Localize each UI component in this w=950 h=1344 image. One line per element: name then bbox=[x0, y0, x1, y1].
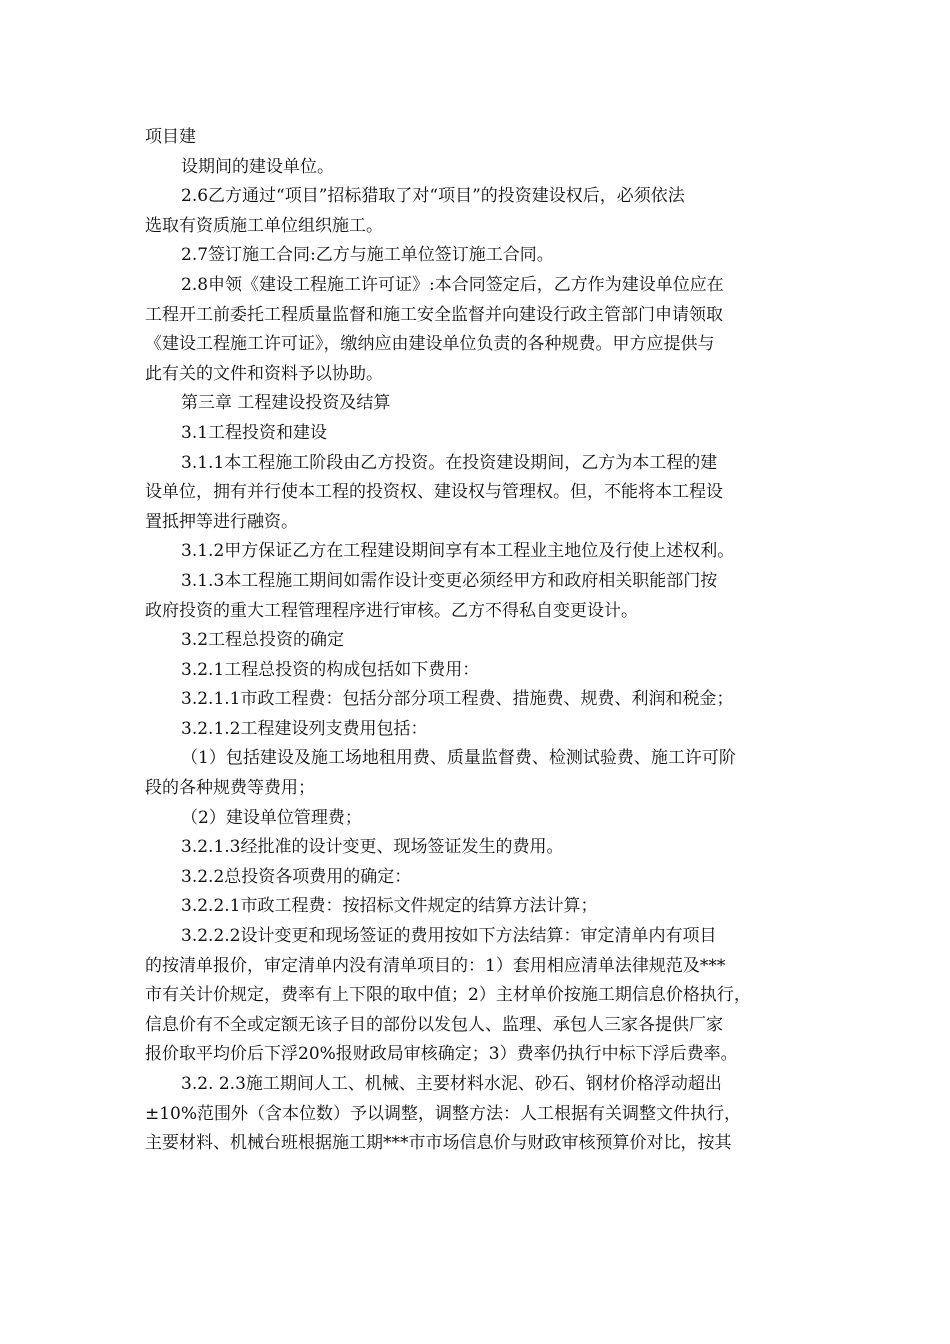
document-body bbox=[145, 123, 810, 1159]
text-line: 3.1.3本工程施工期间如需作设计变更必须经甲方和政府相关职能部门按 bbox=[181, 570, 718, 591]
section-heading: 3.1工程投资和建设 bbox=[181, 422, 328, 443]
text-line: 报价取平均价后下浮20%报财政局审核确定；3）费率仍执行中标下浮后费率。 bbox=[145, 1044, 738, 1065]
text-line: 段的各种规费等费用； bbox=[145, 778, 315, 799]
text-line: 政府投资的重大工程管理程序进行审核。乙方不得私自变更设计。 bbox=[145, 600, 638, 621]
text-line: 市有关计价规定，费率有上下限的取中值；2）主材单价按施工期信息价格执行， bbox=[145, 985, 751, 1006]
text-line: 3.2.1.1市政工程费：包括分部分项工程费、措施费、规费、利润和税金； bbox=[181, 689, 734, 710]
text-line: 设单位，拥有并行使本工程的投资权、建设权与管理权。但，不能将本工程设 bbox=[145, 482, 723, 503]
text-line: 《建设工程施工许可证》，缴纳应由建设单位负责的各种规费。甲方应提供与 bbox=[145, 334, 715, 355]
text-line: 2.6乙方通过“项目”招标猎取了对“项目”的投资建设权后，必须依法 bbox=[181, 186, 685, 207]
text-line: 设期间的建设单位。 bbox=[181, 156, 334, 177]
text-line: 3.2. 2.3施工期间人工、机械、主要材料水泥、砂石、钢材价格浮动超出 bbox=[181, 1074, 722, 1094]
text-line: 的按清单报价，审定清单内没有清单项目的：1）套用相应清单法律规范及*** bbox=[145, 955, 726, 976]
text-line: 2.8申领《建设工程施工许可证》:本合同签定后，乙方作为建设单位应在 bbox=[181, 274, 724, 295]
text-line: 3.1.1本工程施工阶段由乙方投资。在投资建设期间，乙方为本工程的建 bbox=[181, 452, 718, 473]
text-line: 工程开工前委托工程质量监督和施工安全监督并向建设行政主管部门申请领取 bbox=[145, 304, 723, 325]
text-line: 3.2.1工程总投资的构成包括如下费用： bbox=[181, 659, 480, 680]
text-line: 3.2.1.2工程建设列支费用包括： bbox=[181, 718, 428, 739]
text-line: 此有关的文件和资料予以协助。 bbox=[145, 363, 383, 384]
text-line: ±10%范围外（含本位数）予以调整，调整方法：人工根据有关调整文件执行， bbox=[145, 1103, 742, 1124]
text-line: 主要材料、机械台班根据施工期***市市场信息价与财政审核预算价对比，按其 bbox=[145, 1133, 732, 1154]
chapter-heading: 第三章 工程建设投资及结算 bbox=[181, 393, 391, 414]
text-line: （1）包括建设及施工场地租用费、质量监督费、检测试验费、施工许可阶 bbox=[181, 748, 736, 769]
section-heading: 3.2工程总投资的确定 bbox=[181, 630, 345, 651]
text-line: 3.2.2总投资各项费用的确定： bbox=[181, 866, 412, 887]
text-line: 置抵押等进行融资。 bbox=[145, 511, 298, 532]
text-line: 3.2.1.3经批准的设计变更、现场签证发生的费用。 bbox=[181, 837, 564, 858]
text-line: 3.2.2.2设计变更和现场签证的费用按如下方法结算：审定清单内有项目 bbox=[181, 926, 717, 947]
text-line: 项目建 bbox=[145, 127, 196, 147]
text-line: 选取有资质施工单位组织施工。 bbox=[145, 215, 383, 236]
text-line: （2）建设单位管理费； bbox=[181, 807, 362, 828]
text-line: 2.7签订施工合同:乙方与施工单位签订施工合同。 bbox=[181, 245, 554, 266]
text-line: 3.1.2甲方保证乙方在工程建设期间享有本工程业主地位及行使上述权利。 bbox=[181, 541, 735, 562]
text-line: 信息价有不全或定额无该子目的部份以发包人、监理、承包人三家各提供厂家 bbox=[145, 1014, 723, 1035]
text-line: 3.2.2.1市政工程费：按招标文件规定的结算方法计算； bbox=[181, 896, 598, 917]
